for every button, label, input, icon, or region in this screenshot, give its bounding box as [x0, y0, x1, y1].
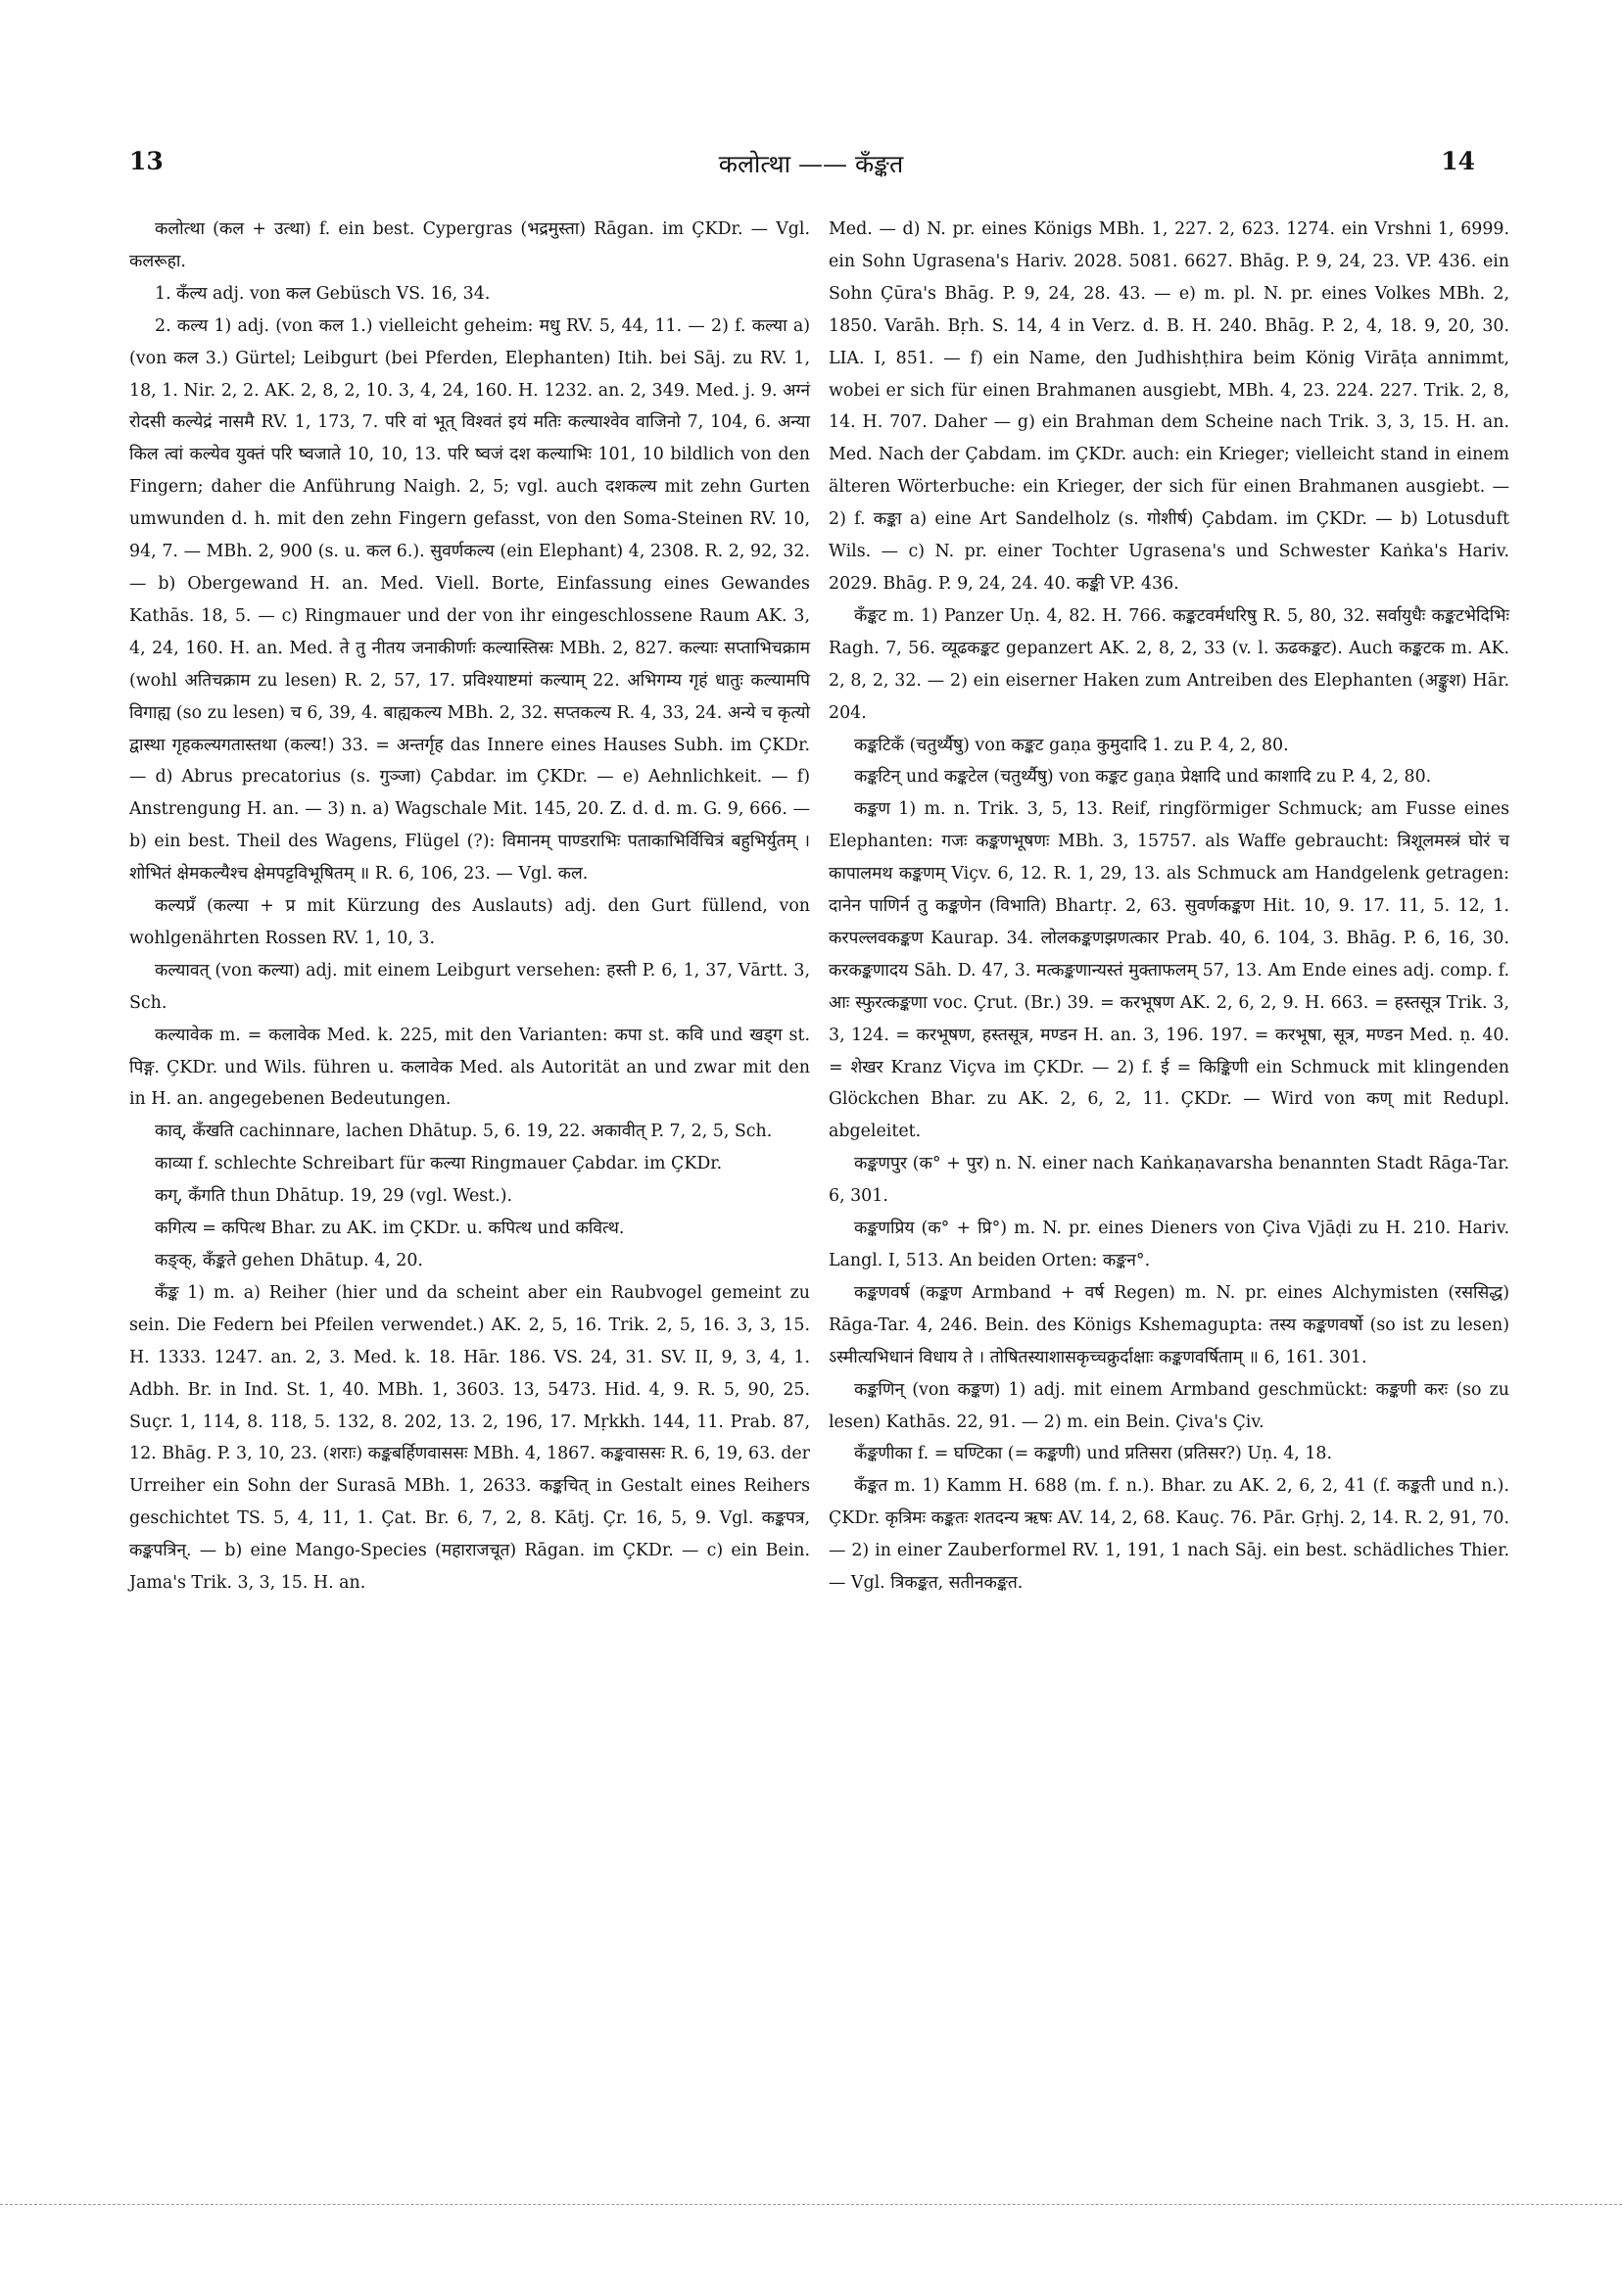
entry: कल्यप्रँ (कल्या + प्र mit Kürzung des Auslauts) adj. den Gurt füllend, von wohlgenährten Rossen RV. 1, 10, 3. — [129, 896, 810, 948]
entry: कँङ्कणीका f. = घण्टिका (= कङ्कणी) und प्रतिसरा (प्रतिसर?) Uṇ. 4, 18. — [854, 1444, 1333, 1464]
left-column — [129, 214, 810, 1600]
entry: कँङ्क 1) m. a) Reiher (hier und da scheint aber ein Raubvogel gemeint zu sein. Die Federn bei Pfeilen verwendet.) AK. 2, 5, 16. Trik. 2, 5, 16. 3, 3, 15. H. 1333. 1247. an. 2, 3. Med. k. 18. Hār. 186. VS. 24, 31. SV. II, 9, 3, 4, 1. Adbh. Br. in Ind. St. 1, 40. MBh. 1, 3603. 13, 5473. Hid. 4, 9. R. 5, 90, 25. Suçr. 1, 114, 8. 118, 5. 132, 8. 202, 13. 2, 196, 17. Mṛkkh. 144, 11. Prab. 87, 12. Bhāg. P. 3, 10, 23. (शराः) कङ्कबर्हिणवाससः MBh. 4, 1867. कङ्कवाससः R. 6, 19, 63. der Urreiher ein Sohn der Surasā MBh. 1, 2633. कङ्कचित् in Gestalt eines Reihers geschichtet TS. 5, 4, 11, 1. Çat. Br. 6, 7, 2, 8. Kātj. Çr. 16, 5, 9. Vgl. कङ्कपत्र, कङ्कपत्रिन्. — b) eine Mango-Species (महाराजचूत) Rāgan. im ÇKDr. — c) ein Bein. Jama's Trik. 3, 3, 15. H. an. — [129, 1282, 810, 1594]
right-column — [829, 214, 1509, 1600]
entry: कङ्कटिकँ (चतुर्थ्यैषु) von कङ्कट gaṇa कुमुदादि 1. zu P. 4, 2, 80. — [854, 735, 1289, 755]
entry: कङ्कणवर्ष (कङ्कण Armband + वर्ष Regen) m. N. pr. eines Alchymisten (रससिद्ध) Rāga-Tar. 4, 246. Bein. des Königs Kshemagupta: तस्य कङ्कणवर्षो (so ist zu lesen) ऽस्मीत्यभिधानं विधाय ते । तोषितस्याशासकृच्चक्रुर्दाक्षाः कङ्कणवर्षिताम् ॥ 6, 161. 301. — [829, 1282, 1509, 1367]
entry: काव्या f. schlechte Schreibart für कल्या Ringmauer Çabdar. im ÇKDr. — [155, 1154, 723, 1174]
page-number-right: 14 — [1441, 147, 1475, 175]
entry-continued: Med. — d) N. pr. eines Königs MBh. 1, 227. 2, 623. 1274. ein Vrshni 1, 6999. ein Sohn Ugrasena's Hariv. 2028. 5081. 6627. Bhāg. P. 9, 24, 23. VP. 436. ein Sohn Çūra's Bhāg. P. 9, 24, 28. 43. — e) m. pl. N. pr. eines Volkes MBh. 2, 1850. Varāh. Bṛh. S. 14, 4 in Verz. d. B. H. 240. Bhāg. P. 2, 4, 18. 9, 20, 30. LIA. I, 851. — f) ein Name, den Judhishṭhira beim König Virāṭa annimmt, wobei er sich für einen Brahmanen ausgiebt, MBh. 4, 23. 224. 227. Trik. 2, 8, 14. H. 707. Daher — g) ein Brahman dem Scheine nach Trik. 3, 3, 15. H. an. Med. Nach der Çabdam. im ÇKDr. auch: ein Krieger; vielleicht stand in einem älteren Wörterbuche: ein Krieger, der sich für einen Brahmanen ausgiebt. — 2) f. कङ्का a) eine Art Sandelholz (s. गोशीर्ष) Çabdam. im ÇKDr. — b) Lotusduft Wils. — c) N. pr. einer Tochter Ugrasena's und Schwester Kaṅka's Hariv. 2029. Bhāg. P. 9, 24, 24. 40. कङ्की VP. 436. — [829, 219, 1509, 594]
entry: कगित्य = कपित्थ Bhar. zu AK. im ÇKDr. u. कपित्थ und कवित्थ. — [155, 1219, 625, 1239]
page-number-left: 13 — [129, 147, 164, 175]
entry: 1. कँल्य adj. von कल Gebüsch VS. 16, 34. — [155, 283, 491, 304]
entry: कङ्कण 1) m. n. Trik. 3, 5, 13. Reif, ringförmiger Schmuck; am Fusse eines Elephanten: गजः कङ्कणभूषणः MBh. 3, 15757. als Waffe gebraucht: त्रिशूलमस्त्रं घोरं च कापालमथ कङ्कणम् Viçv. 6, 12. R. 1, 29, 13. als Schmuck am Handgelenk getragen: दानेन पाणिर्न तु कङ्कणेन (विभाति) Bhartṛ. 2, 63. सुवर्णकङ्कण Hit. 10, 9. 17. 11, 5. 12, 1. करपल्लवकङ्कण Kaurap. 34. लोलकङ्कणझणत्कार Prab. 40, 6. 104, 3. Bhāg. P. 6, 16, 30. करकङ्कणादय Sāh. D. 47, 3. मत्कङ्कणान्यस्तं मुक्ताफलम् 57, 13. Am Ende eines adj. comp. f. आः स्फुरत्कङ्कणा voc. Çrut. (Br.) 39. = करभूषण AK. 2, 6, 2, 9. H. 663. = हस्तसूत्र Trik. 3, 3, 124. = करभूषण, हस्तसूत्र, मण्डन H. an. 3, 196. 197. = करभूषा, सूत्र, मण्डन Med. ṇ. 40. = शेखर Kranz Viçva im ÇKDr. — 2) f. ई = किङ्किणी ein Schmuck mit klingenden Glöckchen Bhar. zu AK. 2, 6, 2, 11. ÇKDr. — Wird von कण् mit Redupl. abgeleitet. — [829, 799, 1509, 1142]
entry: कल्यावेक m. = कलावेक Med. k. 225, mit den Varianten: कपा st. कवि und खड्ग st. पिङ्ग. ÇKDr. und Wils. führen u. कलावेक Med. als Autorität an und zwar mit den in H. an. angegebenen Bedeutungen. — [129, 1025, 810, 1110]
entry: कग्, कँगति thun Dhātup. 19, 29 (vgl. West.). — [155, 1186, 513, 1207]
running-head: कलोत्था —— कँङ्कत — [718, 150, 904, 178]
entry: कङ्कणप्रिय (क° + प्रि°) m. N. pr. eines Dieners von Çiva Vjāḍi zu H. 210. Hariv. Langl. I, 513. An beiden Orten: कङ्कन°. — [829, 1219, 1509, 1270]
entry: कङ्कणिन् (von कङ्कण) 1) adj. mit einem Armband geschmückt: कङ्कणी करः (so zu lesen) Kathās. 22, 91. — 2) m. ein Bein. Çiva's Çiv. — [829, 1379, 1509, 1432]
page-header — [0, 147, 1622, 186]
entry: कँङ्कट m. 1) Panzer Uṇ. 4, 82. H. 766. कङ्कटवर्मधरिषु R. 5, 80, 32. सर्वायुधैः कङ्कटभेदिभिः Ragh. 7, 56. व्यूढकङ्कट gepanzert AK. 2, 8, 2, 33 (v. l. ऊढकङ्कट). Auch कङ्कटक m. AK. 2, 8, 2, 32. — 2) ein eiserner Haken zum Antreiben des Elephanten (अङ्कुश) Hār. 204. — [829, 605, 1509, 723]
entry: कङ्कणपुर (क° + पुर) n. N. einer nach Kaṅkaṇavarsha benannten Stadt Rāga-Tar. 6, 301. — [829, 1154, 1509, 1207]
footer-rule — [0, 2204, 1622, 2205]
entry: कलोत्था (कल + उत्था) f. ein best. Cypergras (भद्रमुस्ता) Rāgan. im ÇKDr. — Vgl. कलरूहा. — [129, 219, 810, 271]
entry: कङ्क्, कँङ्कते gehen Dhātup. 4, 20. — [155, 1251, 423, 1270]
entry: 2. कल्य 1) adj. (von कल 1.) vielleicht geheim: मधु RV. 5, 44, 11. — 2) f. कल्या a) (von कल 3.) Gürtel; Leibgurt (bei Pferden, Elephanten) Itih. bei Sāj. zu RV. 1, 18, 1. Nir. 2, 2. AK. 2, 8, 2, 10. 3, 4, 24, 160. H. 1232. an. 2, 349. Med. j. 9. अग्नं रोदसी कल्येद्रं नासमै RV. 1, 173, 7. परि वां भूत् विश्वतं इयं मतिः कल्याश्वेव वाजिनो 7, 104, 6. अन्या किल त्वां कल्येव युक्तं परि ष्वजाते 10, 10, 13. परि ष्वजं दश कल्याभिः 101, 10 bildlich von den Fingern; daher die Anführung Naigh. 2, 5; vgl. auch दशकल्य mit zehn Gurten umwunden d. h. mit den zehn Fingern gefasst, von den Soma-Steinen RV. 10, 94, 7. — MBh. 2, 900 (s. u. कल 6.). सुवर्णकल्य (ein Elephant) 4, 2308. R. 2, 92, 32. — b) Obergewand H. an. Med. Viell. Borte, Einfassung eines Gewandes Kathās. 18, 5. — c) Ringmauer und der von ihr eingeschlossene Raum AK. 3, 4, 24, 160. H. an. Med. ते तु नीतय जनाकीर्णाः कल्यास्तिस्रः MBh. 2, 827. कल्याः सप्ताभिचक्राम (wohl अतिचक्राम zu lesen) R. 2, 57, 17. प्रविश्याष्टमां कल्याम् 22. अभिगम्य गृहं धातुः कल्यामपि विगाह्य (so zu lesen) च 6, 39, 4. बाह्यकल्य MBh. 2, 32. सप्तकल्य R. 4, 33, 24. अन्ये च कृत्यो द्वास्था गृहकल्यगतास्तथा (कल्य!) 33. = अन्तर्गृह das Innere eines Hauses Subh. im ÇKDr. — d) Abrus precatorius (s. गुञ्जा) Çabdar. im ÇKDr. — e) Aehnlichkeit. — f) Anstrengung H. an. — 3) n. a) Wagschale Mit. 145, 20. Z. d. d. m. G. 9, 666. — b) ein best. Theil des Wagens, Flügel (?): विमानम् पाण्डराभिः पताकाभिर्विचित्रं बहुभिर्युतम् । शोभितं क्षेमकल्यैश्च क्षेमपट्टविभूषितम् ॥ R. 6, 106, 23. — Vgl. कल. — [129, 315, 810, 885]
entry: कल्यावत् (von कल्या) adj. mit einem Leibgurt versehen: हस्ती P. 6, 1, 37, Vārtt. 3, Sch. — [129, 960, 810, 1013]
entry: काव्, कँखति cachinnare, lachen Dhātup. 5, 6. 19, 22. अकावीत् P. 7, 2, 5, Sch. — [155, 1122, 773, 1142]
entry: कङ्कटिन् und कङ्कटेल (चतुर्थ्यैषु) von कङ्कट gaṇa प्रेक्षादि und काशादि zu P. 4, 2, 80. — [854, 767, 1432, 788]
entry: कँङ्कत m. 1) Kamm H. 688 (m. f. n.). Bhar. zu AK. 2, 6, 2, 41 (f. कङ्कती und n.). ÇKDr. कृत्रिमः कङ्कतः शतदन्य ऋषः AV. 14, 2, 68. Kauç. 76. Pār. Gṛhj. 2, 14. R. 2, 91, 70. — 2) in einer Zauberformel RV. 1, 191, 1 nach Sāj. ein best. schädliches Thier. — Vgl. त्रिकङ्कत, सतीनकङ्कत. — [829, 1476, 1509, 1594]
